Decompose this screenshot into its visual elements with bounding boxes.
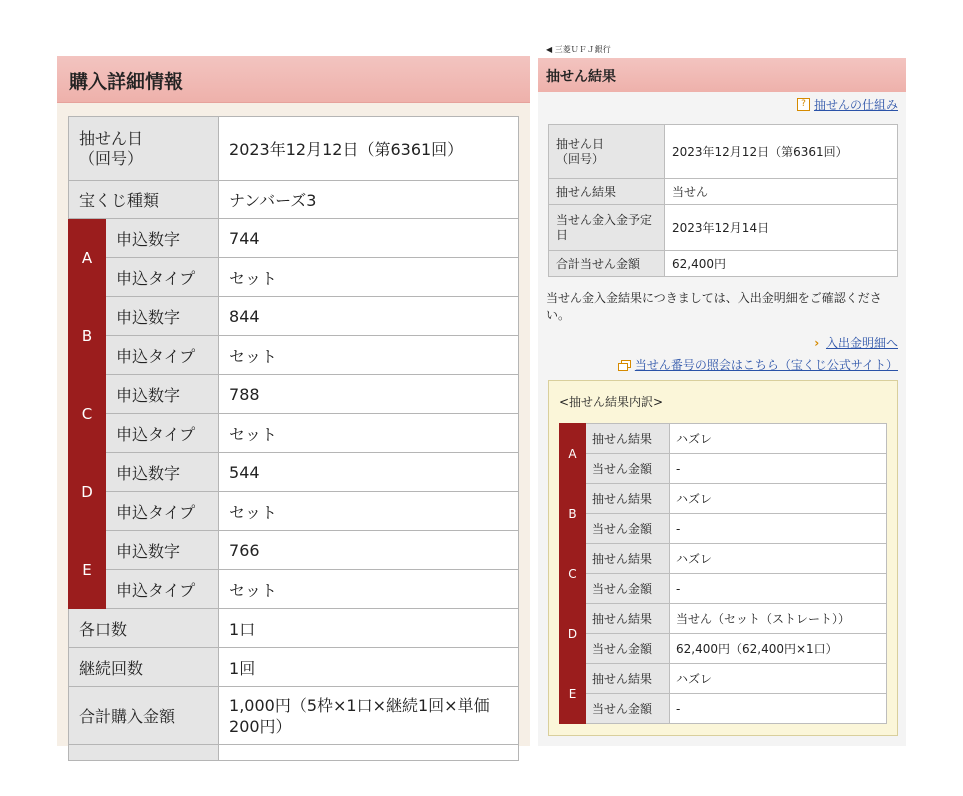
table-row <box>549 205 898 251</box>
amount-label: 当せん金額 <box>586 694 670 724</box>
breakdown-d-result: 当せん（セット（ストレート）） <box>670 604 887 634</box>
table-row <box>560 634 887 664</box>
official-site-link[interactable] <box>618 356 898 373</box>
table-row <box>549 125 898 179</box>
lottery-type-value: ナンバーズ3 <box>219 181 519 219</box>
lottery-type-label: 宝くじ種類 <box>69 181 219 219</box>
table-row <box>69 181 519 219</box>
breakdown-a-result: ハズレ <box>670 424 887 454</box>
type-label: 申込タイプ <box>106 258 219 297</box>
table-row <box>69 414 519 453</box>
official-site-link-label: 当せん番号の照会はこちら（宝くじ公式サイト） <box>634 358 898 372</box>
table-row <box>560 424 887 454</box>
continuation-label: 継続回数 <box>69 648 219 687</box>
draw-date-label: 抽せん日 （回号） <box>549 125 665 179</box>
set-letter-b: B <box>69 297 106 375</box>
breakdown-d-amount: 62,400円（62,400円×1口） <box>670 634 887 664</box>
result-label: 抽せん結果 <box>586 484 670 514</box>
table-row <box>69 648 519 687</box>
type-label: 申込タイプ <box>106 414 219 453</box>
draw-date-label: 抽せん日 （回号） <box>69 117 219 181</box>
set-c-type: セット <box>219 414 519 453</box>
statement-link[interactable] <box>814 334 898 351</box>
total-winnings-value: 62,400円 <box>665 251 898 277</box>
table-row <box>69 336 519 375</box>
purchase-detail-table <box>68 116 519 761</box>
set-e-number: 766 <box>219 531 519 570</box>
draw-date-value: 2023年12月12日（第6361回） <box>665 125 898 179</box>
result-label: 抽せん結果 <box>586 544 670 574</box>
amount-label: 当せん金額 <box>586 574 670 604</box>
purchase-detail-panel <box>57 56 530 746</box>
breakdown-b-result: ハズレ <box>670 484 887 514</box>
breakdown-letter-b: B <box>560 484 586 544</box>
set-b-type: セット <box>219 336 519 375</box>
draw-date-value: 2023年12月12日（第6361回） <box>219 117 519 181</box>
result-label: 抽せん結果 <box>586 424 670 454</box>
breakdown-a-amount: - <box>670 454 887 484</box>
table-row <box>69 609 519 648</box>
question-icon: ? <box>797 98 810 111</box>
table-row <box>69 258 519 297</box>
set-letter-d: D <box>69 453 106 531</box>
set-letter-c: C <box>69 375 106 453</box>
total-purchase-label: 合計購入金額 <box>69 687 219 745</box>
type-label: 申込タイプ <box>106 492 219 531</box>
breakdown-letter-e: E <box>560 664 586 724</box>
chevron-right-icon: › <box>814 336 820 350</box>
type-label: 申込タイプ <box>106 336 219 375</box>
purchase-detail-title: 購入詳細情報 <box>69 71 184 93</box>
cut-off-label <box>69 745 219 761</box>
set-e-type: セット <box>219 570 519 609</box>
amount-label: 当せん金額 <box>586 634 670 664</box>
result-breakdown-title: <抽せん結果内訳> <box>559 395 664 409</box>
draw-result-value: 当せん <box>665 179 898 205</box>
set-b-number: 844 <box>219 297 519 336</box>
cut-off-value <box>219 745 519 761</box>
breakdown-c-result: ハズレ <box>670 544 887 574</box>
payout-date-label: 当せん金入金予定日 <box>549 205 665 251</box>
table-row <box>69 745 519 761</box>
set-d-number: 544 <box>219 453 519 492</box>
draw-result-title: 抽せん結果 <box>546 69 616 85</box>
units-label: 各口数 <box>69 609 219 648</box>
table-row <box>69 375 519 414</box>
table-row <box>69 117 519 181</box>
table-row <box>560 484 887 514</box>
number-label: 申込数字 <box>106 531 219 570</box>
table-row <box>560 454 887 484</box>
breakdown-e-amount: - <box>670 694 887 724</box>
set-c-number: 788 <box>219 375 519 414</box>
units-value: 1口 <box>219 609 519 648</box>
type-label: 申込タイプ <box>106 570 219 609</box>
set-a-number: 744 <box>219 219 519 258</box>
table-row <box>560 604 887 634</box>
draw-result-panel <box>538 44 906 746</box>
statement-link-label: 入出金明細へ <box>825 336 898 350</box>
external-window-icon <box>618 360 630 370</box>
table-row <box>560 574 887 604</box>
result-label: 抽せん結果 <box>586 664 670 694</box>
table-row <box>69 687 519 745</box>
set-letter-e: E <box>69 531 106 609</box>
table-row <box>69 453 519 492</box>
table-row <box>560 694 887 724</box>
number-label: 申込数字 <box>106 219 219 258</box>
amount-label: 当せん金額 <box>586 454 670 484</box>
table-row <box>69 531 519 570</box>
breakdown-letter-d: D <box>560 604 586 664</box>
draw-result-header <box>538 58 906 93</box>
table-row <box>69 570 519 609</box>
number-label: 申込数字 <box>106 453 219 492</box>
total-purchase-value: 1,000円（5枠×1口×継続1回×単価200円） <box>219 687 519 745</box>
result-breakdown-box <box>548 380 898 736</box>
payout-date-value: 2023年12月14日 <box>665 205 898 251</box>
payout-note: 当せん金入金結果につきましては、入出金明細をご確認ください。 <box>546 291 882 322</box>
purchase-detail-header <box>57 56 530 103</box>
breakdown-b-amount: - <box>670 514 887 544</box>
draw-result-label: 抽せん結果 <box>549 179 665 205</box>
status-bar-back-link[interactable]: ◀ 三菱ＵＦＪ銀行 <box>546 45 611 54</box>
number-label: 申込数字 <box>106 375 219 414</box>
help-link-label: 抽せんの仕組み <box>813 98 898 112</box>
continuation-value: 1回 <box>219 648 519 687</box>
table-row <box>549 251 898 277</box>
number-label: 申込数字 <box>106 297 219 336</box>
draw-result-table <box>548 124 898 277</box>
breakdown-letter-a: A <box>560 424 586 484</box>
set-a-type: セット <box>219 258 519 297</box>
set-letter-a: A <box>69 219 106 297</box>
result-breakdown-table <box>559 423 887 724</box>
breakdown-letter-c: C <box>560 544 586 604</box>
table-row <box>69 219 519 258</box>
help-link[interactable] <box>797 96 898 113</box>
total-winnings-label: 合計当せん金額 <box>549 251 665 277</box>
breakdown-e-result: ハズレ <box>670 664 887 694</box>
amount-label: 当せん金額 <box>586 514 670 544</box>
table-row <box>560 664 887 694</box>
table-row <box>560 544 887 574</box>
table-row <box>69 492 519 531</box>
set-d-type: セット <box>219 492 519 531</box>
table-row <box>549 179 898 205</box>
table-row <box>560 514 887 544</box>
breakdown-c-amount: - <box>670 574 887 604</box>
result-label: 抽せん結果 <box>586 604 670 634</box>
table-row <box>69 297 519 336</box>
